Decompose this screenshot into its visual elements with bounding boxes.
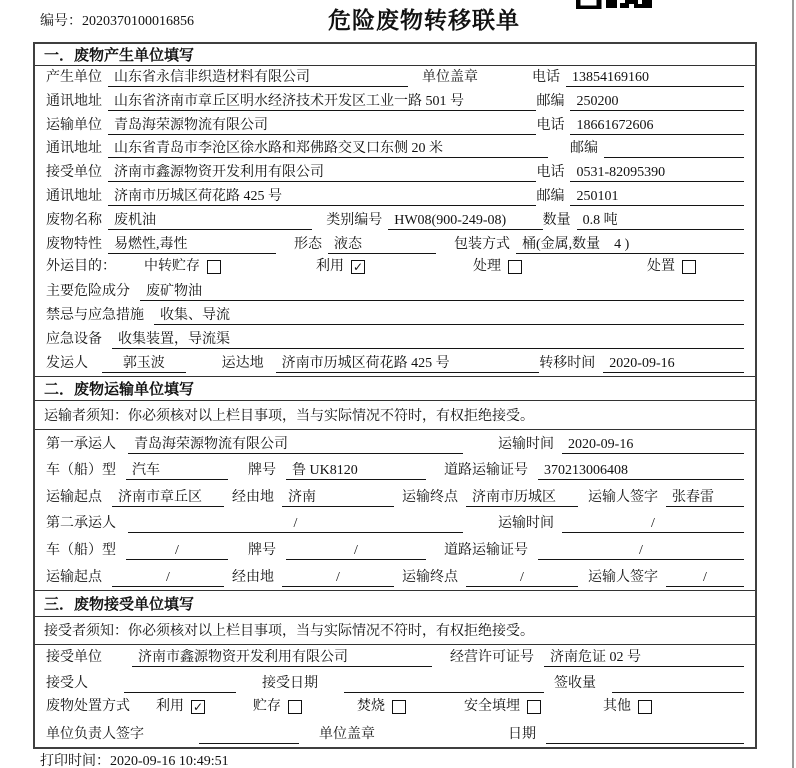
first-via-field: 济南 xyxy=(282,489,394,507)
first-transport-time-label: 运输时间 xyxy=(498,436,554,452)
emergency-equipment-row xyxy=(35,328,755,352)
first-road-permit-field: 370213006408 xyxy=(538,462,744,480)
first-endpoint-label: 运输终点 xyxy=(402,489,458,505)
transporter-zip-label: 邮编 xyxy=(570,141,598,157)
first-route-row xyxy=(35,483,755,510)
disposal-store-label: 贮存 xyxy=(253,698,281,714)
disposal-store-checkbox xyxy=(288,700,302,714)
treat-checkbox xyxy=(508,260,522,274)
print-time-label: 打印时间： xyxy=(40,754,110,768)
emergency-equipment-label: 应急设备 xyxy=(46,332,102,348)
page-title: 危险废物转移联单 xyxy=(328,8,520,33)
package-label: 包装方式 xyxy=(454,236,510,252)
quantity-label: 数量 xyxy=(542,212,571,228)
waste-traits-field: 易燃性,毒性 xyxy=(108,236,276,254)
manifest-form-table xyxy=(33,42,757,749)
transporter-address-row xyxy=(35,138,755,162)
disposal-other-label: 其他 xyxy=(603,698,631,714)
disposal-utilize-checkbox: ✓ xyxy=(192,699,204,714)
disposal-utilize-label: 利用 xyxy=(156,698,184,714)
disposal-method-row xyxy=(35,696,755,722)
receiver-phone-label: 电话 xyxy=(536,165,565,181)
section2-header: 二．废物运输单位填写 xyxy=(35,377,755,401)
form-state-label: 形态 xyxy=(294,236,322,252)
disposal-option-landfill xyxy=(464,698,541,716)
qr-code-icon xyxy=(576,0,656,9)
acceptor-row xyxy=(35,670,755,696)
receiver-address-row xyxy=(35,185,755,209)
producer-zip-label: 邮编 xyxy=(536,93,565,109)
received-amount-field xyxy=(612,675,744,693)
transfer-purpose-label: 外运目的： xyxy=(46,259,116,275)
disposal-incinerate-checkbox xyxy=(392,700,406,714)
first-carrier-row xyxy=(35,430,755,457)
second-vehicle-type-field: / xyxy=(126,542,228,560)
waste-name-row xyxy=(35,209,755,233)
accepting-unit-label: 接受单位 xyxy=(46,650,102,666)
producer-address-field: 山东省济南市章丘区明水经济技术开发区工业一路 501 号 xyxy=(108,93,536,111)
unit-seal-label: 单位盖章 xyxy=(422,69,478,85)
second-carrier-row xyxy=(35,510,755,537)
dispatch-row xyxy=(35,352,755,376)
transporter-notice: 运输者须知：你必须核对以上栏目事项，当与实际情况不符时，有权拒绝接受。 xyxy=(35,401,755,430)
consignor-label: 发运人 xyxy=(46,355,88,371)
consignor-field: 郭玉波 xyxy=(102,355,186,373)
second-origin-label: 运输起点 xyxy=(46,569,102,585)
second-route-row xyxy=(35,563,755,590)
second-plate-label: 牌号 xyxy=(248,542,276,558)
disposal-option-other xyxy=(603,698,652,716)
responsible-signature-row xyxy=(35,721,755,747)
producer-phone-field: 13854169160 xyxy=(566,69,744,87)
responsible-signature-label: 单位负责人签字 xyxy=(46,726,144,742)
package-field: 桶(金属,数量 4 ) xyxy=(516,236,744,254)
second-endpoint-field: / xyxy=(466,569,578,587)
responsible-signature-field xyxy=(199,726,299,744)
page-edge-line xyxy=(792,0,794,768)
second-origin-field: / xyxy=(112,569,224,587)
second-road-permit-label: 道路运输证号 xyxy=(444,542,528,558)
disposal-option-utilize xyxy=(156,698,205,716)
business-permit-label: 经营许可证号 xyxy=(450,650,534,666)
first-carrier-field: 青岛海荣源物流有限公司 xyxy=(128,436,463,454)
transporter-phone-field: 18661672606 xyxy=(570,117,744,135)
second-vehicle-row xyxy=(35,536,755,563)
receiver-label: 接受单位 xyxy=(46,165,102,181)
second-carrier-signature-label: 运输人签字 xyxy=(588,569,658,585)
first-origin-label: 运输起点 xyxy=(46,489,102,505)
transporter-address-label: 通讯地址 xyxy=(46,141,102,157)
transporter-address-field: 山东省青岛市李沧区徐水路和郑佛路交叉口东侧 20 米 xyxy=(108,140,548,158)
receiver-address-label: 通讯地址 xyxy=(46,189,102,205)
transfer-time-field: 2020-09-16 xyxy=(603,355,744,373)
first-carrier-signature-label: 运输人签字 xyxy=(588,489,658,505)
purpose-option-dispose xyxy=(647,258,696,276)
producer-zip-field: 250200 xyxy=(570,93,744,111)
hazard-component-row xyxy=(35,281,755,305)
serial-value: 2020370100016856 xyxy=(82,14,194,29)
category-code-field: HW08(900-249-08) xyxy=(388,212,542,230)
accepting-unit-field: 济南市鑫源物资开发利用有限公司 xyxy=(132,649,432,667)
waste-name-field: 废机油 xyxy=(108,212,312,230)
first-road-permit-label: 道路运输证号 xyxy=(444,463,528,479)
section-receiver xyxy=(35,590,755,747)
disposal-other-checkbox xyxy=(638,700,652,714)
section3-header: 三．废物接受单位填写 xyxy=(35,591,755,617)
first-endpoint-field: 济南市历城区 xyxy=(466,489,578,507)
transfer-storage-label: 中转贮存 xyxy=(144,259,200,275)
transporter-row xyxy=(35,114,755,138)
first-carrier-signature-field: 张春雷 xyxy=(666,489,744,507)
acceptor-field xyxy=(124,675,236,693)
business-permit-field: 济南危证 02 号 xyxy=(544,649,744,667)
receiver-field: 济南市鑫源物资开发利用有限公司 xyxy=(108,164,536,182)
disposal-landfill-label: 安全填埋 xyxy=(464,698,520,714)
transporter-field: 青岛海荣源物流有限公司 xyxy=(108,117,536,135)
first-plate-label: 牌号 xyxy=(248,463,276,479)
second-vehicle-type-label: 车（船）型 xyxy=(46,542,116,558)
second-carrier-label: 第二承运人 xyxy=(46,516,116,532)
first-via-label: 经由地 xyxy=(232,489,274,505)
waste-traits-label: 废物特性 xyxy=(46,236,102,252)
seal-date-field xyxy=(546,726,744,744)
first-plate-field: 鲁 UK8120 xyxy=(286,462,426,480)
first-transport-time-field: 2020-09-16 xyxy=(562,436,744,454)
first-vehicle-row xyxy=(35,457,755,484)
destination-field: 济南市历城区荷花路 425 号 xyxy=(276,355,540,373)
second-via-label: 经由地 xyxy=(232,569,274,585)
second-plate-field: / xyxy=(286,542,426,560)
dispose-label: 处置 xyxy=(647,259,675,275)
second-road-permit-field: / xyxy=(538,542,744,560)
receiver-address-field: 济南市历城区荷花路 425 号 xyxy=(108,188,536,206)
emergency-measures-label: 禁忌与应急措施 xyxy=(46,308,144,324)
emergency-measures-row xyxy=(35,304,755,328)
category-code-label: 类别编号 xyxy=(326,212,383,228)
serial-number-line xyxy=(40,10,194,30)
producer-address-row xyxy=(35,90,755,114)
destination-label: 运达地 xyxy=(221,355,264,371)
disposal-method-label: 废物处置方式 xyxy=(46,698,130,714)
acceptor-label: 接受人 xyxy=(46,675,88,691)
hazard-component-field: 废矿物油 xyxy=(140,283,744,301)
producer-field: 山东省永信非织造材料有限公司 xyxy=(108,69,408,87)
accept-date-label: 接受日期 xyxy=(262,675,318,691)
emergency-measures-field: 收集、导流 xyxy=(154,307,744,325)
transporter-phone-label: 电话 xyxy=(536,117,565,133)
waste-traits-row xyxy=(35,233,755,257)
unit-seal2-label: 单位盖章 xyxy=(319,726,375,742)
transporter-label: 运输单位 xyxy=(46,117,102,133)
receiver-phone-field: 0531-82095390 xyxy=(570,164,744,182)
producer-phone-label: 电话 xyxy=(532,69,560,85)
transfer-time-label: 转移时间 xyxy=(539,355,596,371)
form-state-field: 液态 xyxy=(328,236,436,254)
purpose-option-treat xyxy=(473,258,522,276)
first-origin-field: 济南市章丘区 xyxy=(112,489,224,507)
print-time-line xyxy=(40,750,229,768)
receiver-zip-field: 250101 xyxy=(570,188,744,206)
serial-label: 编号： xyxy=(40,14,82,29)
receiver-row xyxy=(35,161,755,185)
quantity-field: 0.8 吨 xyxy=(577,212,744,230)
accept-date-field xyxy=(344,675,544,693)
dispose-checkbox xyxy=(682,260,696,274)
second-endpoint-label: 运输终点 xyxy=(402,569,458,585)
emergency-equipment-field: 收集装置，导流渠 xyxy=(112,331,744,349)
second-carrier-field: / xyxy=(128,515,463,533)
section-transporter xyxy=(35,376,755,590)
accepting-unit-row xyxy=(35,645,755,671)
section-producer xyxy=(35,44,755,376)
section1-header: 一．废物产生单位填写 xyxy=(35,44,755,66)
first-vehicle-type-label: 车（船）型 xyxy=(46,463,116,479)
treat-label: 处理 xyxy=(473,259,501,275)
utilize-label: 利用 xyxy=(316,259,344,275)
second-carrier-signature-field: / xyxy=(666,569,744,587)
disposal-incinerate-label: 焚烧 xyxy=(357,698,385,714)
print-time-value: 2020-09-16 10:49:51 xyxy=(110,754,229,768)
hazard-component-label: 主要危险成分 xyxy=(46,284,130,300)
producer-row xyxy=(35,66,755,90)
receiver-zip-label: 邮编 xyxy=(536,189,565,205)
disposal-option-store xyxy=(253,698,302,716)
seal-date-label: 日期 xyxy=(508,726,536,742)
first-carrier-label: 第一承运人 xyxy=(46,436,116,452)
qr-code-fragment xyxy=(576,0,656,9)
waste-name-label: 废物名称 xyxy=(46,212,102,228)
transfer-purpose-row xyxy=(35,257,755,281)
purpose-option-transfer-storage xyxy=(144,258,221,276)
purpose-option-utilize xyxy=(316,258,365,276)
disposal-option-incinerate xyxy=(357,698,406,716)
receiver-notice: 接受者须知：你必须核对以上栏目事项，当与实际情况不符时，有权拒绝接受。 xyxy=(35,617,755,645)
received-amount-label: 签收量 xyxy=(554,675,596,691)
transporter-zip-field xyxy=(604,140,744,158)
utilize-checkbox: ✓ xyxy=(352,260,364,275)
second-transport-time-field: / xyxy=(562,515,744,533)
producer-label: 产生单位 xyxy=(46,69,102,85)
first-vehicle-type-field: 汽车 xyxy=(126,462,228,480)
second-transport-time-label: 运输时间 xyxy=(498,516,554,532)
transfer-storage-checkbox xyxy=(207,260,221,274)
second-via-field: / xyxy=(282,569,394,587)
producer-address-label: 通讯地址 xyxy=(46,93,102,109)
disposal-landfill-checkbox xyxy=(527,700,541,714)
